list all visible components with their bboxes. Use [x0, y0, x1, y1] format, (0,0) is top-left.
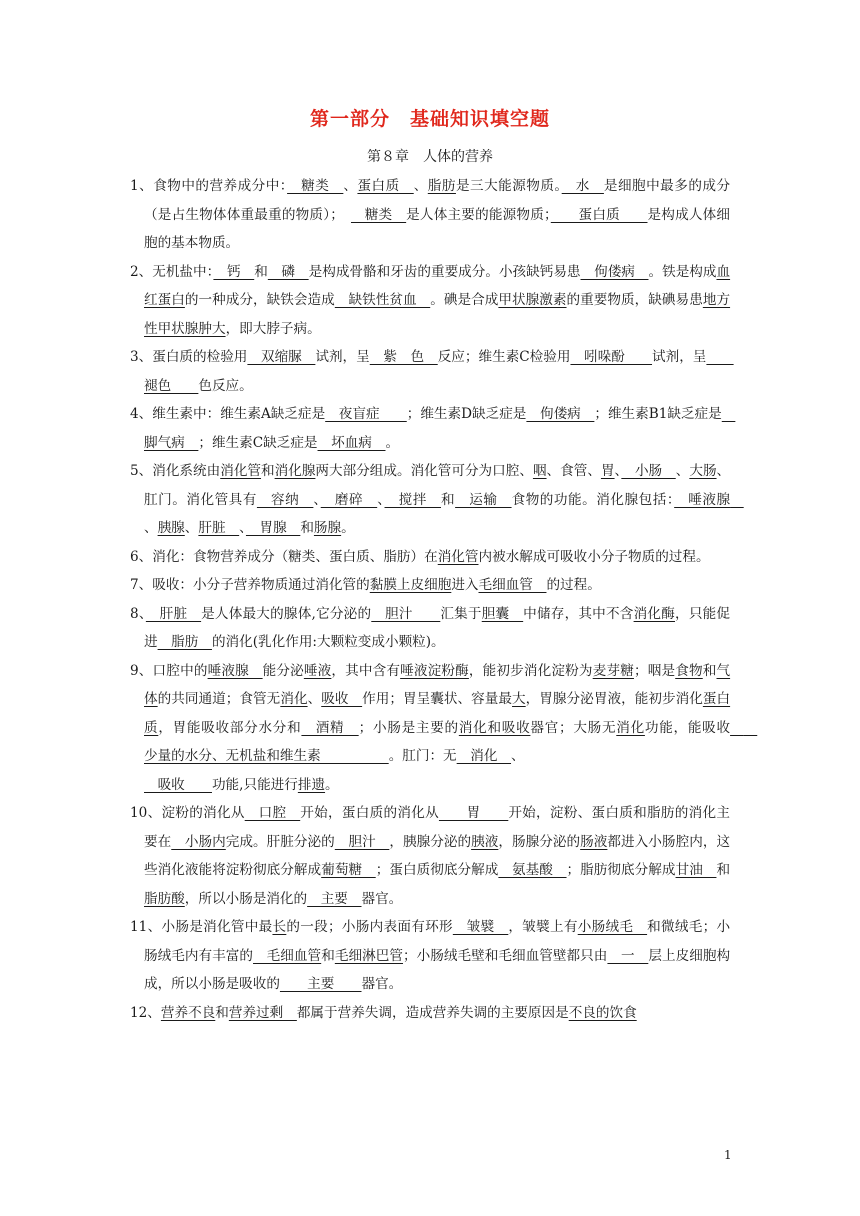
question-text: 。	[325, 776, 339, 793]
question-text: 和	[702, 662, 717, 679]
answer-blank: 搅拌	[384, 491, 441, 508]
question-text: 食物的功能。消化腺包括：	[511, 491, 675, 508]
answer-blank: 大	[512, 691, 526, 707]
question-item	[130, 400, 736, 457]
question-text: 5、消化系统由	[130, 463, 221, 479]
answer-blank: 氨基酸	[498, 862, 567, 878]
answer-blank: 消化和吸收	[458, 719, 531, 736]
question-text: ，胃腺分泌胃液，能初步消化	[525, 691, 703, 707]
page-title: 第一部分 基础知识填空题	[309, 108, 550, 130]
question-text: 9、口腔中的	[130, 662, 208, 679]
answer-blank: 胆囊	[481, 605, 524, 622]
answer-blank: 双缩脲	[247, 349, 316, 365]
question-text: ；维生素B1缺乏症是	[594, 406, 722, 422]
question-text: 汇集于	[440, 605, 482, 622]
question-text: 和微绒毛；小肠绒毛内有丰富的	[144, 919, 731, 964]
question-text: 2、无机盐中：	[130, 263, 214, 280]
answer-blank: 大肠	[689, 463, 717, 479]
answer-blank: 气体	[144, 662, 731, 707]
answer-blank: 主要	[307, 890, 362, 907]
question-text: 、	[377, 491, 385, 508]
answer-blank: 肝脏	[145, 605, 202, 622]
answer-blank: 蛋白质	[357, 178, 414, 194]
question-text: 。	[385, 434, 400, 451]
question-text: ；小肠绒毛壁和毛细血管壁都只由	[402, 947, 608, 964]
question-text: 试剂，呈	[315, 349, 370, 365]
question-text: ，所以小肠是消化的	[184, 890, 308, 907]
answer-blank: 小肠绒毛	[577, 919, 648, 935]
question-text: 和	[254, 263, 268, 280]
question-text: 和	[215, 1004, 229, 1021]
answer-blank: 蛋白质	[144, 691, 731, 736]
question-text: ，肠腺分泌的	[498, 833, 581, 850]
question-text: 完成。肝脏分泌的	[225, 833, 335, 850]
answer-blank: 胃	[600, 463, 615, 479]
question-text: 8、	[130, 605, 146, 622]
question-text: 、食管、	[546, 463, 601, 479]
question-text: 都进入小肠腔内，这些消化液能将淀粉彻底分解成	[144, 833, 731, 878]
question-text: 的共同通道；食管无	[157, 691, 281, 707]
question-text: 是细胞中最多的成分（是占生物体体重最重的物质）；	[144, 178, 731, 223]
answer-blank: 一	[607, 947, 649, 964]
answer-blank: 胃	[438, 805, 509, 821]
answer-blank: 甲状腺激素	[498, 292, 567, 308]
answer-blank: 吲哚酚	[570, 349, 653, 365]
answer-blank: 运输	[455, 491, 512, 508]
question-text: 作用；胃呈囊状、容量最	[362, 691, 513, 707]
answer-blank: 血红蛋白	[144, 263, 731, 308]
answer-blank: 吸收	[321, 691, 363, 707]
answer-blank: 咽	[532, 463, 547, 479]
question-list	[130, 172, 758, 1027]
answer-blank: 不良的饮食	[568, 1004, 637, 1021]
question-item	[130, 172, 730, 258]
answer-blank: 坏血病	[317, 434, 386, 451]
question-item	[130, 258, 730, 344]
question-item	[130, 657, 758, 771]
answer-blank: 佝偻病	[580, 263, 649, 280]
answer-blank: 胰腺	[157, 520, 185, 536]
question-text: 、	[675, 463, 690, 479]
question-text: 、	[184, 520, 199, 536]
question-text: 10、淀粉的消化从	[130, 805, 245, 821]
question-text: 、肛门。消化管具有	[144, 463, 731, 508]
question-text: 反应；维生素C检验用	[437, 349, 571, 365]
question-item	[130, 999, 730, 1028]
answer-blank: 唾液腺	[207, 662, 263, 679]
question-text: 、	[511, 748, 525, 764]
question-text: 两大部分组成。消化管可分为口腔、	[315, 463, 533, 479]
answer-blank: 主要	[279, 976, 362, 992]
question-text: ；脂肪彻底分解成	[566, 862, 676, 878]
question-text: 。铁是构成	[648, 263, 717, 280]
answer-blank: 胆汁	[334, 833, 390, 850]
question-text: ，皱襞上有	[508, 919, 578, 935]
answer-blank: 脂肪酸	[144, 890, 185, 907]
question-text: 都属于营养失调，造成营养失调的主要原因是	[296, 1004, 569, 1021]
answer-blank: 缺铁性贫血	[334, 292, 431, 308]
question-text: ，胰腺分泌的	[389, 833, 472, 850]
question-text: 。	[341, 520, 355, 536]
question-text: 7、吸收：小分子营养物质通过消化管的	[130, 577, 370, 593]
answer-blank: 容纳	[256, 491, 314, 508]
question-text: ；蛋白质彻底分解成	[375, 862, 499, 878]
question-text: ；维生素D缺乏症是	[406, 406, 527, 422]
answer-blank: 磨碎	[320, 491, 378, 508]
question-text: 11、小肠是消化管中最	[130, 919, 273, 935]
answer-blank: 长	[272, 919, 287, 935]
answer-blank: 消化腺	[274, 463, 316, 479]
answer-blank: 消化	[280, 691, 308, 707]
question-text: 。碘是合成	[430, 292, 499, 308]
answer-blank: 小肠	[621, 463, 676, 479]
question-item	[130, 771, 730, 800]
answer-blank: 皱襞	[452, 919, 509, 935]
question-text: 、	[307, 691, 322, 707]
question-text: ，胃能吸收部分水分和	[158, 719, 302, 736]
question-text: 层上皮细胞构成，所以小肠是吸收的	[144, 947, 731, 992]
chapter-title: 第８章 人体的营养	[367, 149, 493, 165]
question-text: 和	[300, 520, 314, 536]
question-text: 中储存，其中不含	[523, 605, 634, 622]
question-text: 、	[413, 178, 428, 194]
question-item	[130, 571, 730, 600]
question-text: 、	[313, 491, 321, 508]
answer-blank: 褪色	[144, 349, 734, 394]
answer-blank: 磷	[267, 263, 309, 280]
question-text: ，其中含有	[331, 662, 401, 679]
answer-blank: 夜盲症	[325, 406, 407, 422]
question-text: 6、消化：食物营养成分（糖类、蛋白质、脂肪）在	[130, 548, 438, 565]
question-text: ；维生素C缺乏症是	[198, 434, 318, 451]
question-text: ；咽是	[633, 662, 676, 679]
question-text: 和	[440, 491, 456, 508]
answer-blank: 排遗	[297, 776, 326, 793]
question-text: 是构成骨骼和牙齿的重要成分。小孩缺钙易患	[308, 263, 581, 280]
question-text: 、	[343, 178, 358, 194]
question-text: 4、维生素中：维生素A缺乏症是	[130, 406, 326, 422]
question-text: 是人体最大的腺体,它分泌的	[201, 605, 372, 622]
question-text: 、	[144, 520, 158, 536]
answer-blank: 肠液	[580, 833, 608, 850]
question-text: ，即大脖子病。	[225, 320, 321, 337]
answer-blank: 少量的水分、无机盐和维生素	[144, 719, 758, 764]
question-item	[130, 343, 734, 400]
question-text: 、	[239, 520, 246, 536]
question-text: 。肛门：无	[388, 748, 457, 764]
answer-blank: 唾液腺	[674, 491, 744, 508]
question-text: 试剂，呈	[652, 349, 707, 365]
answer-blank: 水	[561, 178, 604, 194]
question-text: 和	[716, 862, 731, 878]
answer-blank: 地方性甲状腺肿大	[144, 292, 731, 337]
question-text: 能分泌	[262, 662, 304, 679]
question-item	[130, 799, 730, 913]
question-text: 功能，能吸收	[644, 719, 731, 736]
answer-blank: 毛细淋巴管	[334, 947, 403, 964]
question-text: 和	[261, 463, 275, 479]
question-text: 开始，淀粉、蛋白质和脂肪的消化主要在	[144, 805, 731, 850]
question-text: 是构成人体细胞的基本物质。	[144, 206, 731, 251]
answer-blank: 毛细血管	[478, 577, 547, 593]
answer-blank: 胆汁	[371, 605, 441, 622]
question-text: 功能,只能进行	[211, 776, 298, 793]
question-text: 的一段；小肠内表面有环形	[286, 919, 453, 935]
question-text: 内被水解成可吸收小分子物质的过程。	[478, 548, 710, 565]
answer-blank: 消化酶	[633, 605, 676, 622]
answer-blank: 脂肪	[427, 178, 456, 194]
answer-blank: 肠腺	[313, 520, 342, 536]
answer-blank: 肝脏	[198, 520, 240, 536]
answer-blank: 食物	[675, 662, 703, 679]
question-text: 开始，蛋白质的消化从	[300, 805, 439, 821]
question-item	[130, 600, 730, 657]
question-text: 1、食物中的营养成分中：	[130, 178, 288, 194]
answer-blank: 口腔	[244, 805, 301, 821]
answer-blank: 唾液淀粉酶	[400, 662, 469, 679]
answer-blank: 糖类	[350, 206, 407, 223]
question-text: 器官。	[361, 890, 403, 907]
answer-blank: 毛细血管	[253, 947, 322, 964]
answer-blank: 钙	[213, 263, 255, 280]
question-text: 是三大能源物质。	[455, 178, 562, 194]
question-text: 进入	[451, 577, 479, 593]
answer-blank: 佝偻病	[526, 406, 595, 422]
question-text: ，只能促进	[144, 605, 731, 650]
answer-blank: 小肠内	[171, 833, 226, 850]
question-text: 12、	[130, 1004, 161, 1021]
question-item	[130, 913, 730, 999]
question-text: ；小肠是主要的	[358, 719, 459, 736]
question-text: 的过程。	[546, 577, 601, 593]
question-text: 、	[614, 463, 622, 479]
question-text: 器官；大肠无	[530, 719, 617, 736]
answer-blank: 紫 色	[369, 349, 438, 365]
answer-blank: 糖类	[287, 178, 344, 194]
answer-blank: 胰液	[471, 833, 499, 850]
answer-blank: 麦芽糖	[592, 662, 634, 679]
answer-blank: 甘油	[675, 862, 717, 878]
question-text: 的一种成分，缺铁会造成	[184, 292, 335, 308]
answer-blank: 吸收	[144, 776, 212, 793]
answer-blank: 蛋白质	[550, 206, 648, 223]
question-item	[130, 457, 744, 543]
answer-blank: 胃腺	[245, 520, 301, 536]
answer-blank: 脚气病	[144, 406, 736, 451]
question-text: 和	[321, 947, 335, 964]
answer-blank: 消化管	[437, 548, 479, 565]
question-text: 的重要物质，缺碘易患	[566, 292, 703, 308]
question-text: 3、蛋白质的检验用	[130, 349, 248, 365]
question-text: 是人体主要的能源物质；	[406, 206, 551, 223]
question-text: 色反应。	[198, 377, 253, 394]
question-text: 的消化(乳化作用:大颗粒变成小颗粒)。	[211, 634, 445, 650]
answer-blank: 脂肪	[157, 634, 212, 650]
question-item	[130, 543, 730, 572]
answer-blank: 营养不良	[160, 1004, 216, 1021]
answer-blank: 消化	[616, 719, 645, 736]
answer-blank: 营养过剩	[228, 1004, 297, 1021]
question-text: ，能初步消化淀粉为	[468, 662, 593, 679]
answer-blank: 消化	[456, 748, 512, 764]
page-number: 1	[724, 1148, 732, 1162]
answer-blank: 酒精	[301, 719, 359, 736]
answer-blank: 葡萄糖	[321, 862, 376, 878]
answer-blank: 消化管	[220, 463, 262, 479]
answer-blank: 唾液	[303, 662, 332, 679]
question-text: 器官。	[361, 976, 403, 992]
answer-blank: 黏膜上皮细胞	[369, 577, 452, 593]
